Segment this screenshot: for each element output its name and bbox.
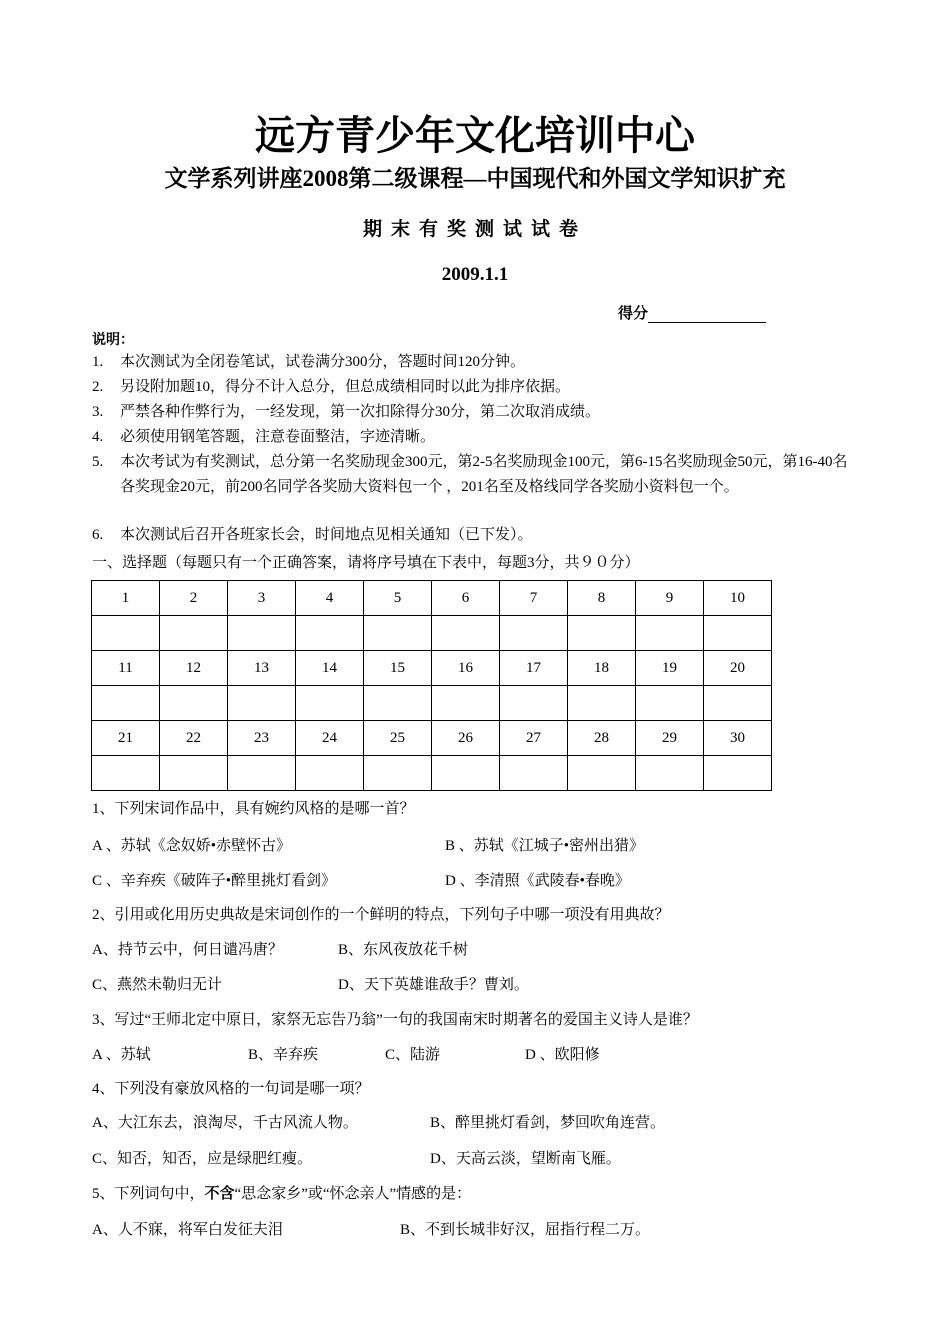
answer-cell[interactable] <box>228 756 296 791</box>
answer-cell[interactable] <box>160 686 228 721</box>
answer-cell[interactable] <box>228 616 296 651</box>
section-title: 一、选择题（每题只有一个正确答案，请将序号填在下表中，每题3分，共９０分） <box>92 555 640 571</box>
instructions-heading: 说明： <box>92 332 134 348</box>
option-d: D 、李清照《武陵春•春晚》 <box>445 873 630 889</box>
answer-cell[interactable] <box>364 616 432 651</box>
question-number-cell: 14 <box>296 651 364 686</box>
table-row <box>92 721 772 756</box>
question-number-cell: 28 <box>568 721 636 756</box>
score-blank[interactable] <box>648 308 766 323</box>
question-number-cell: 24 <box>296 721 364 756</box>
question-number-cell: 8 <box>568 581 636 616</box>
option-d: D 、欧阳修 <box>525 1047 600 1063</box>
question-number-cell: 25 <box>364 721 432 756</box>
option-a: A、大江东去，浪淘尽，千古风流人物。 <box>92 1115 358 1131</box>
question-number-cell: 11 <box>92 651 160 686</box>
answer-cell[interactable] <box>704 756 772 791</box>
answer-cell[interactable] <box>364 756 432 791</box>
score-label: 得分 <box>618 304 649 322</box>
question-number-cell: 13 <box>228 651 296 686</box>
question-number-cell: 3 <box>228 581 296 616</box>
answer-cell[interactable] <box>704 686 772 721</box>
option-a: A 、苏轼《念奴娇•赤壁怀古》 <box>92 838 292 854</box>
option-b: B、醉里挑灯看剑，梦回吹角连营。 <box>430 1115 666 1131</box>
stem-suffix: “思念家乡”或“怀念亲人”情感的是： <box>234 1186 472 1202</box>
instruction-text: 本次测试后召开各班家长会，时间地点见相关通知（已下发）。 <box>120 527 533 543</box>
instruction-text: 必须使用钢笔答题，注意卷面整洁，字迹清晰。 <box>120 429 436 445</box>
option-b: B 、苏轼《江城子•密州出猎》 <box>445 838 645 854</box>
question-number-cell: 10 <box>704 581 772 616</box>
instruction-text: 严禁各种作弊行为，一经发现，第一次扣除得分30分，第二次取消成绩。 <box>120 404 601 420</box>
option-c: C、燕然未勒归无计 <box>92 977 223 993</box>
question-number-cell: 2 <box>160 581 228 616</box>
option-d: D、天高云淡，望断南飞雁。 <box>430 1151 621 1167</box>
question-number-cell: 5 <box>364 581 432 616</box>
option-c: C 、辛弃疾《破阵子•醉里挑灯看剑》 <box>92 873 337 889</box>
question-number-cell: 23 <box>228 721 296 756</box>
answer-cell[interactable] <box>296 686 364 721</box>
score-field <box>618 302 766 323</box>
answer-cell[interactable] <box>636 686 704 721</box>
answer-cell[interactable] <box>432 616 500 651</box>
table-row <box>92 686 772 721</box>
question-number-cell: 19 <box>636 651 704 686</box>
option-c: C、陆游 <box>385 1047 441 1063</box>
question-number-cell: 30 <box>704 721 772 756</box>
question-stem: 2、引用或化用历史典故是宋词创作的一个鲜明的特点，下列句子中哪一项没有用典故？ <box>92 907 670 923</box>
answer-cell[interactable] <box>568 756 636 791</box>
instruction-number: 5. <box>92 454 104 470</box>
instruction-text: 本次考试为有奖测试，总分第一名奖励现金300元，第2-5名奖励现金100元，第6-15名奖励现金50元，第16-40名各奖现金20元，前200名同学各奖励大资料包一个 ，201名至及格线同学各奖励小资料包一个。 <box>120 454 848 495</box>
answer-cell[interactable] <box>568 686 636 721</box>
instruction-number: 1. <box>92 354 104 370</box>
answer-cell[interactable] <box>296 616 364 651</box>
stem-emphasis: 不含 <box>204 1184 235 1202</box>
question-number-cell: 17 <box>500 651 568 686</box>
question-number-cell: 22 <box>160 721 228 756</box>
instruction-number: 4. <box>92 429 104 445</box>
instruction-text: 另设附加题10，得分不计入总分，但总成绩相同时以此为排序依据。 <box>120 379 571 395</box>
answer-cell[interactable] <box>704 616 772 651</box>
question-number-cell: 4 <box>296 581 364 616</box>
question-number-cell: 1 <box>92 581 160 616</box>
question-number-cell: 27 <box>500 721 568 756</box>
question-number-cell: 16 <box>432 651 500 686</box>
instruction-number: 3. <box>92 404 104 420</box>
answer-cell[interactable] <box>228 686 296 721</box>
answer-cell[interactable] <box>432 756 500 791</box>
answer-table <box>91 580 772 791</box>
question-number-cell: 29 <box>636 721 704 756</box>
question-number-cell: 18 <box>568 651 636 686</box>
option-d: D、天下英雄谁敌手？曹刘。 <box>338 977 529 993</box>
answer-cell[interactable] <box>500 756 568 791</box>
answer-cell[interactable] <box>500 616 568 651</box>
question-number-cell: 20 <box>704 651 772 686</box>
answer-cell[interactable] <box>160 616 228 651</box>
question-stem: 4、下列没有豪放风格的一句词是哪一项？ <box>92 1081 370 1097</box>
question-number-cell: 7 <box>500 581 568 616</box>
exam-date: 2009.1.1 <box>441 264 509 285</box>
answer-cell[interactable] <box>500 686 568 721</box>
option-b: B、辛弃疾 <box>248 1047 319 1063</box>
answer-cell[interactable] <box>636 616 704 651</box>
question-number-cell: 9 <box>636 581 704 616</box>
option-c: C、知否，知否，应是绿肥红瘦。 <box>92 1151 313 1167</box>
option-a: A 、苏轼 <box>92 1047 151 1063</box>
question-number-cell: 26 <box>432 721 500 756</box>
option-a: A、持节云中，何日谴冯唐？ <box>92 942 283 958</box>
answer-cell[interactable] <box>92 756 160 791</box>
answer-cell[interactable] <box>432 686 500 721</box>
question-number-cell: 21 <box>92 721 160 756</box>
course-title: 文学系列讲座2008第二级课程—中国现代和外国文学知识扩充 <box>164 166 786 191</box>
table-row <box>92 756 772 791</box>
org-title: 远方青少年文化培训中心 <box>255 113 695 158</box>
answer-cell[interactable] <box>568 616 636 651</box>
table-row <box>92 581 772 616</box>
exam-title: 期末有奖测试试卷 <box>362 219 587 240</box>
option-b: B、东风夜放花千树 <box>338 942 469 958</box>
question-stem: 3、写过“王师北定中原日，家祭无忘告乃翁”一句的我国南宋时期著名的爱国主义诗人是谁？ <box>92 1012 698 1028</box>
instruction-text: 本次测试为全闭卷笔试，试卷满分300分，答题时间120分钟。 <box>120 354 526 370</box>
question-stem: 1、下列宋词作品中，具有婉约风格的是哪一首？ <box>92 801 415 817</box>
question-number-cell: 12 <box>160 651 228 686</box>
question-stem <box>92 1182 471 1203</box>
answer-cell[interactable] <box>92 686 160 721</box>
stem-prefix: 5、下列词句中， <box>92 1186 205 1202</box>
instruction-number: 2. <box>92 379 104 395</box>
question-number-cell: 15 <box>364 651 432 686</box>
option-b: B、不到长城非好汉，屈指行程二万。 <box>400 1222 651 1238</box>
table-row <box>92 616 772 651</box>
question-number-cell: 6 <box>432 581 500 616</box>
answer-cell[interactable] <box>160 756 228 791</box>
answer-cell[interactable] <box>92 616 160 651</box>
option-a: A、人不寐，将军白发征夫泪 <box>92 1222 283 1238</box>
answer-cell[interactable] <box>364 686 432 721</box>
answer-cell[interactable] <box>296 756 364 791</box>
table-row <box>92 651 772 686</box>
instruction-number: 6. <box>92 527 104 543</box>
answer-cell[interactable] <box>636 756 704 791</box>
